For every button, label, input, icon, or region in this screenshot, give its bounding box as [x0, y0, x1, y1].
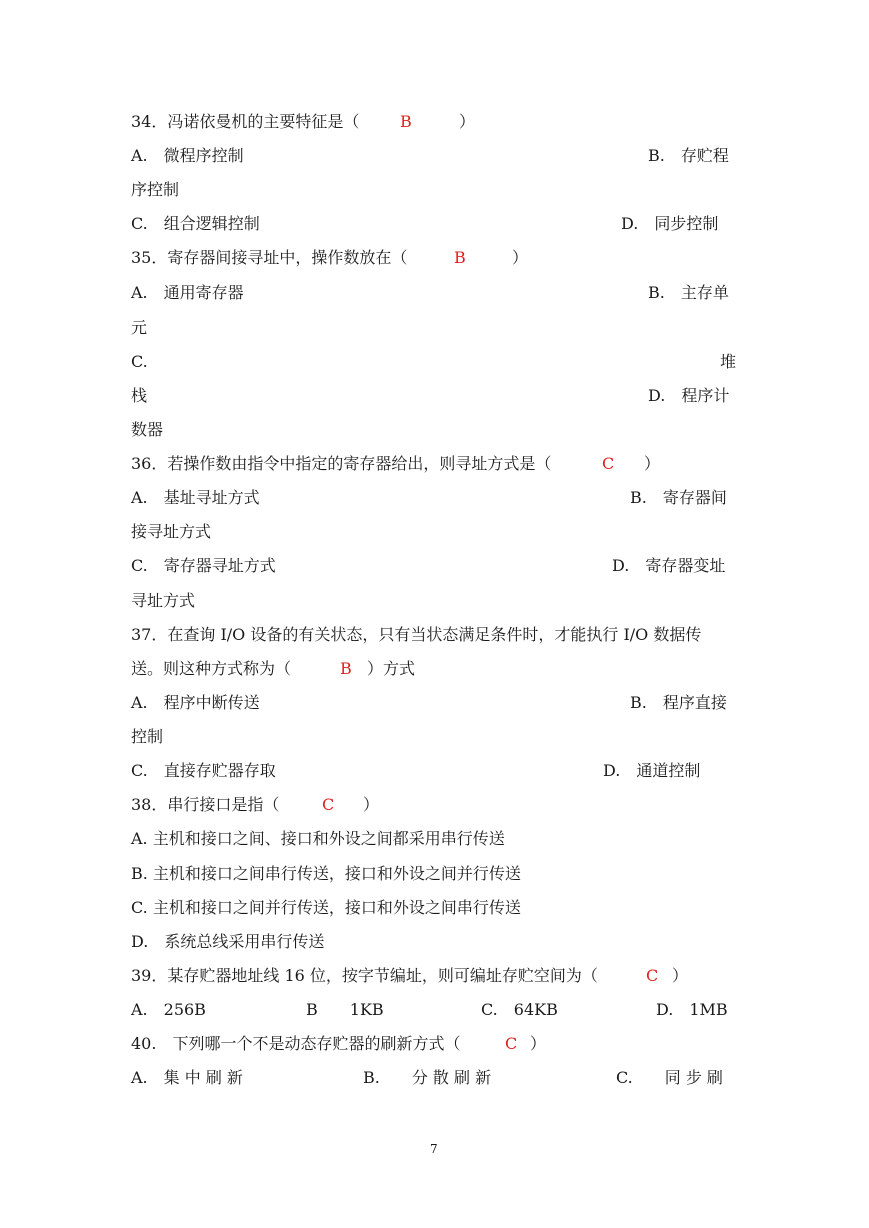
question-39-option-d: D. 1MB — [656, 1000, 728, 1019]
question-37-option-b-cont: 控制 — [131, 727, 164, 746]
question-35-option-b: B. 主存单 — [648, 283, 729, 302]
question-37-stem-line1: 37．在查询 I/O 设备的有关状态，只有当状态满足条件时，才能执行 I/O 数据传 — [131, 625, 702, 644]
question-35-option-d-cont: 数器 — [131, 420, 164, 439]
question-36-option-d-cont: 寻址方式 — [131, 591, 196, 610]
question-36-option-b: B. 寄存器间 — [630, 488, 727, 507]
page-number: 7 — [430, 1142, 438, 1156]
question-38-close: ） — [363, 795, 380, 814]
question-40-option-c: C. 同 步 刷 — [616, 1068, 723, 1087]
question-40-option-a: A. 集 中 刷 新 — [131, 1068, 243, 1087]
question-37-close: ）方式 — [367, 659, 416, 678]
question-36-stem: 36．若操作数由指令中指定的寄存器给出，则寻址方式是（ — [131, 454, 552, 473]
question-39-option-b: B 1KB — [306, 1000, 384, 1019]
question-35-option-b-cont: 元 — [131, 318, 148, 337]
question-37-option-a: A. 程序中断传送 — [131, 693, 260, 712]
question-35-stem: 35．寄存器间接寻址中，操作数放在（ — [131, 248, 408, 267]
question-35-option-c-cont: 栈 — [131, 386, 148, 405]
question-35-option-c: C. — [131, 352, 148, 371]
question-35-close: ） — [512, 248, 529, 267]
question-39-answer: C — [646, 966, 659, 985]
question-38-option-a: A. 主机和接口之间、接口和外设之间都采用串行传送 — [131, 829, 505, 848]
question-36-option-a: A. 基址寻址方式 — [131, 488, 260, 507]
question-37-option-d: D. 通道控制 — [603, 761, 701, 780]
question-35-option-c-tail: 堆 — [720, 352, 737, 371]
question-39-option-c: C. 64KB — [481, 1000, 558, 1019]
question-36-answer: C — [602, 454, 615, 473]
question-34-stem: 34．冯诺依曼机的主要特征是（ — [131, 112, 360, 131]
question-39-stem: 39．某存贮器地址线 16 位，按字节编址，则可编址存贮空间为（ — [131, 966, 598, 985]
question-35-answer: B — [454, 248, 466, 267]
question-40-stem: 40. 下列哪一个不是动态存贮器的刷新方式（ — [131, 1034, 461, 1053]
question-37-answer: B — [340, 659, 352, 678]
question-40-close: ） — [530, 1034, 547, 1053]
question-37-option-c: C. 直接存贮器存取 — [131, 761, 276, 780]
question-35-option-d: D. 程序计 — [648, 386, 730, 405]
question-38-option-d: D. 系统总线采用串行传送 — [131, 932, 325, 951]
question-34-answer: B — [400, 112, 412, 131]
question-40-option-b: B. 分 散 刷 新 — [363, 1068, 492, 1087]
question-34-option-b-cont: 序控制 — [131, 180, 180, 199]
question-38-stem: 38．串行接口是指（ — [131, 795, 280, 814]
question-34-close: ） — [459, 112, 476, 131]
question-38-option-b: B. 主机和接口之间串行传送，接口和外设之间并行传送 — [131, 864, 521, 883]
question-40-answer: C — [505, 1034, 518, 1053]
question-34-option-a: A. 微程序控制 — [131, 146, 244, 165]
question-38-option-c: C. 主机和接口之间并行传送，接口和外设之间串行传送 — [131, 898, 521, 917]
question-36-option-c: C. 寄存器寻址方式 — [131, 556, 276, 575]
question-36-close: ） — [644, 454, 661, 473]
question-39-close: ） — [672, 966, 689, 985]
question-34-option-d: D. 同步控制 — [621, 214, 719, 233]
question-37-option-b: B. 程序直接 — [630, 693, 727, 712]
question-35-option-a: A. 通用寄存器 — [131, 283, 244, 302]
question-36-option-b-cont: 接寻址方式 — [131, 522, 212, 541]
question-39-option-a: A. 256B — [131, 1000, 206, 1019]
question-38-answer: C — [322, 795, 335, 814]
question-34-option-b: B. 存贮程 — [648, 146, 729, 165]
question-34-option-c: C. 组合逻辑控制 — [131, 214, 260, 233]
question-36-option-d: D. 寄存器变址 — [612, 556, 726, 575]
question-37-stem-line2: 送。则这种方式称为（ — [131, 659, 292, 678]
